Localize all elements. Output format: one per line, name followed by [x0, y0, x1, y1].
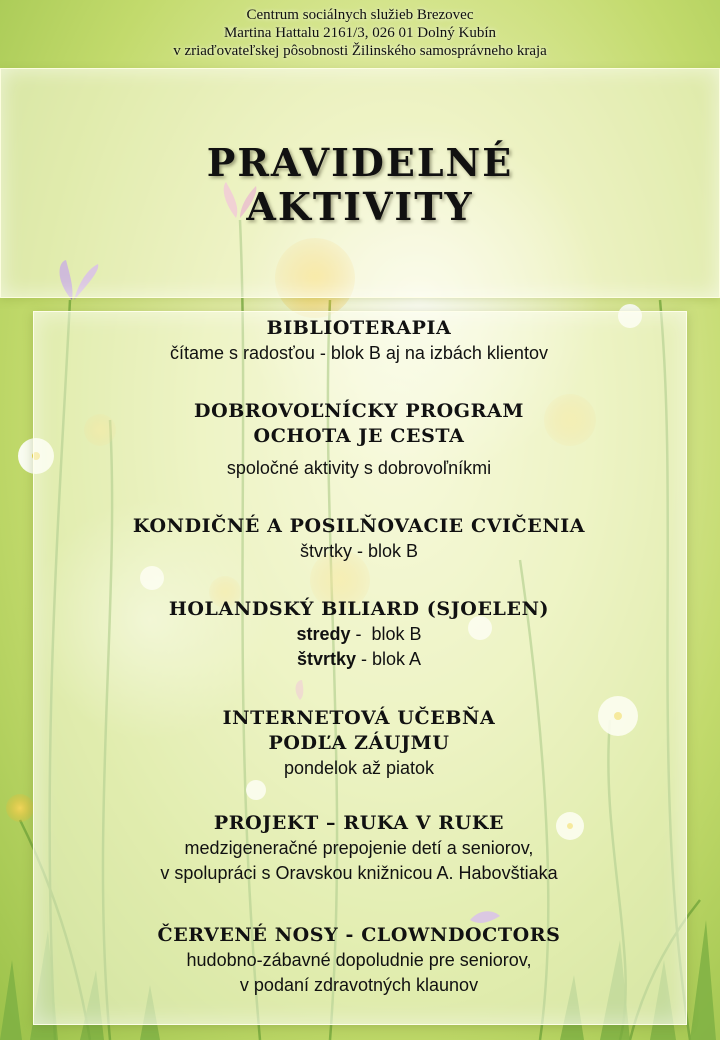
schedule-block: - blok A — [356, 649, 422, 669]
activity-description: pondelok až piatok — [283, 758, 435, 778]
activity-description: hudobno-zábavné dopoludnie pre seniorov, — [186, 950, 532, 970]
organization-name: Centrum sociálnych služieb Brezovec — [246, 7, 474, 23]
activity-projekt-ruka-v-ruke — [33, 811, 685, 886]
activity-dobrovolnicky-program — [33, 399, 685, 481]
organization-address: Martina Hattalu 2161/3, 026 01 Dolný Kubín — [223, 25, 497, 41]
organization-header — [0, 6, 720, 60]
schedule-day: stredy — [296, 624, 351, 644]
activity-internetova-ucebna — [33, 706, 685, 781]
activity-cervene-nosy — [33, 923, 685, 998]
activity-description: v podaní zdravotných klaunov — [239, 975, 479, 995]
activity-schedule-2 — [33, 647, 685, 672]
activity-description: medzigeneračné prepojenie detí a seniorov, — [184, 838, 534, 858]
activity-title: DOBROVOĽNÍCKY PROGRAM — [194, 400, 524, 422]
activity-description: štvrtky - blok B — [299, 541, 419, 561]
page-title-line-1: PRAVIDELNÉ — [206, 140, 514, 185]
activity-holandsky-biliard — [33, 597, 685, 672]
organization-founder: v zriaďovateľskej pôsobnosti Žilinského samosprávneho kraja — [173, 43, 547, 59]
activity-description: čítame s radosťou - blok B aj na izbách klientov — [170, 343, 548, 363]
activity-description: spoločné aktivity s dobrovoľníkmi — [226, 458, 492, 478]
page-title — [0, 141, 720, 229]
activity-title: KONDIČNÉ A POSILŇOVACIE CVIČENIA — [132, 515, 586, 537]
activity-title: BIBLIOTERAPIA — [266, 317, 452, 339]
activity-title: PROJEKT – RUKA V RUKE — [213, 812, 505, 834]
page-title-line-2: AKTIVITY — [246, 184, 474, 229]
activity-title: HOLANDSKÝ BILIARD (SJOELEN) — [168, 598, 550, 620]
activity-biblioterapia — [33, 316, 685, 366]
activity-subtitle: PODĽA ZÁUJMU — [268, 732, 450, 754]
activity-subtitle: OCHOTA JE CESTA — [253, 425, 465, 447]
activity-kondicne-cvicenia — [33, 514, 685, 564]
schedule-block: - blok B — [350, 624, 422, 644]
activity-description: v spolupráci s Oravskou knižnicou A. Habovštiaka — [160, 863, 558, 883]
activity-schedule-1 — [33, 622, 685, 647]
schedule-day: štvrtky — [296, 649, 356, 669]
activity-title: INTERNETOVÁ UČEBŇA — [222, 707, 496, 729]
yellow-flower-icon — [6, 794, 34, 822]
activity-title: ČERVENÉ NOSY - CLOWNDOCTORS — [157, 924, 561, 946]
